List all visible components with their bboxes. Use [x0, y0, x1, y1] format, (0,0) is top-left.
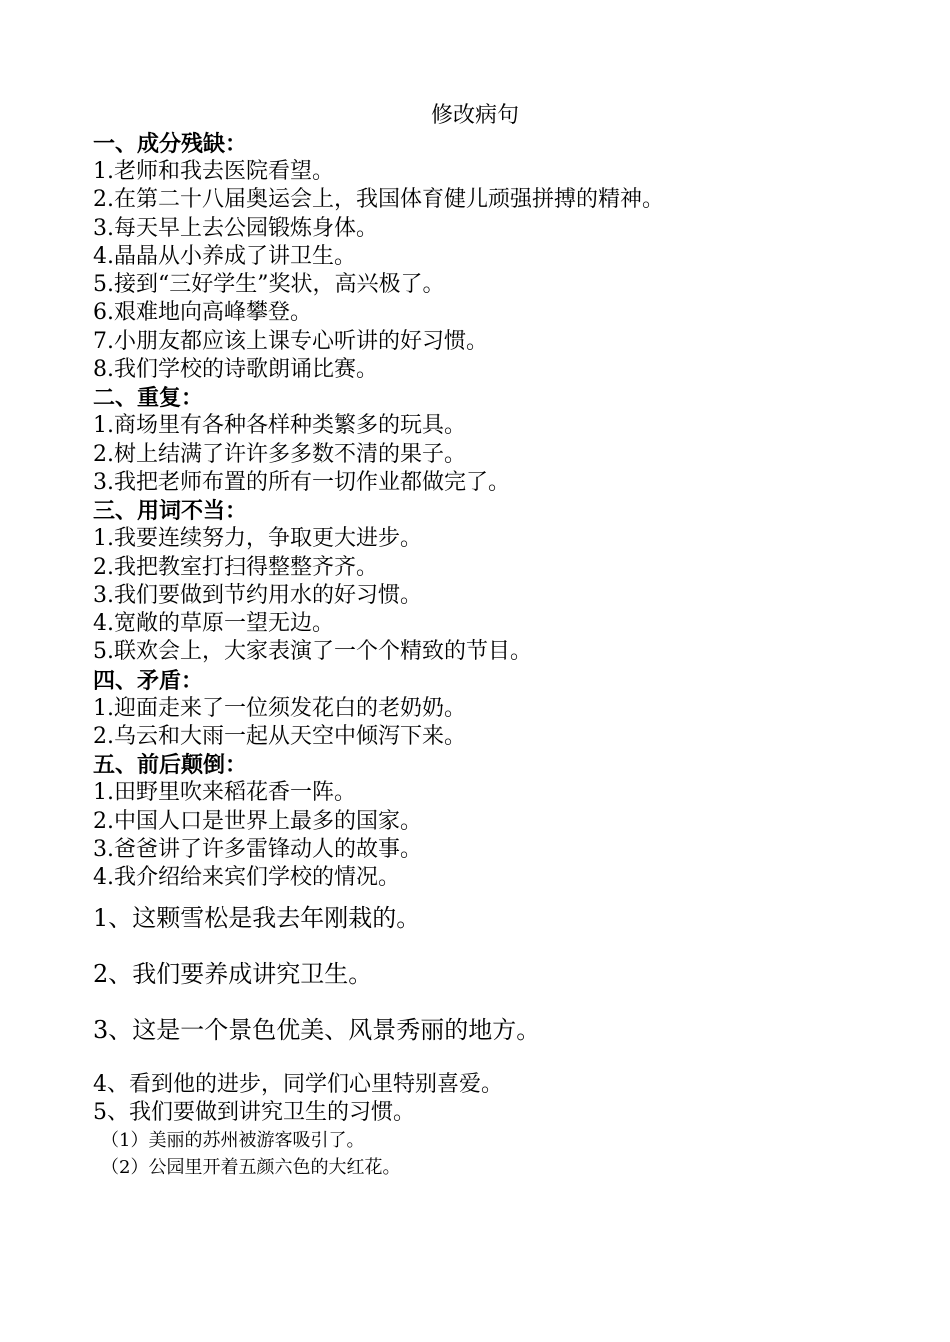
sentence-item: 4.我介绍给来宾们学校的情况。 — [93, 865, 400, 891]
sentence-item: 6.艰难地向高峰攀登。 — [93, 300, 312, 326]
sentence-item: 1.商场里有各种各样种类繁多的玩具。 — [93, 413, 466, 439]
extra-exercises — [93, 903, 913, 1128]
document-title: 修改病句 — [430, 103, 519, 128]
exercise-item: 1、这颗雪松是我去年刚栽的。 — [93, 903, 421, 932]
sentence-item: 4.宽敞的草原一望无边。 — [93, 611, 334, 637]
sentence-item: 1.田野里吹来稻花香一阵。 — [93, 780, 356, 806]
exercise-item: （2）公园里开着五颜六色的大红花。 — [101, 1157, 401, 1179]
sentence-item: 2.树上结满了许许多多数不清的果子。 — [93, 441, 466, 467]
exercise-item: 5、我们要做到讲究卫生的习惯。 — [93, 1099, 415, 1125]
sentence-item: 3.爸爸讲了许多雷锋动人的故事。 — [93, 836, 422, 862]
section-heading: 一、成分残缺： — [93, 131, 248, 157]
section-word-order — [93, 751, 913, 892]
sentence-item: 1.我要连续努力，争取更大进步。 — [93, 526, 422, 552]
section-heading: 三、用词不当： — [93, 498, 248, 525]
sentence-item: 2.我把教室打扫得整整齐齐。 — [93, 554, 378, 580]
section-contradiction — [93, 667, 913, 752]
section-heading: 四、矛盾： — [93, 667, 204, 694]
sentence-item: 3.每天早上去公园锻炼身体。 — [93, 215, 378, 241]
sentence-item: 1.迎面走来了一位须发花白的老奶奶。 — [93, 695, 466, 721]
document-body — [93, 130, 913, 1181]
sentence-item: 5.联欢会上，大家表演了一个个精致的节目。 — [93, 639, 532, 665]
sentence-item: 2.乌云和大雨一起从天空中倾泻下来。 — [93, 724, 466, 750]
sentence-item: 3.我们要做到节约用水的好习惯。 — [93, 582, 422, 608]
section-wrong-words — [93, 497, 913, 666]
sentence-item: 3.我把老师布置的所有一切作业都做完了。 — [93, 469, 510, 495]
section-heading: 二、重复： — [93, 385, 204, 412]
sentence-item: 8.我们学校的诗歌朗诵比赛。 — [93, 357, 378, 383]
sentence-item: 1.老师和我去医院看望。 — [93, 159, 334, 184]
sentence-item: 7.小朋友都应该上课专心听讲的好习惯。 — [93, 328, 488, 354]
sentence-item: 2.中国人口是世界上最多的国家。 — [93, 808, 422, 834]
sentence-item: 2.在第二十八届奥运会上，我国体育健儿顽强拼搏的精神。 — [93, 187, 664, 213]
exercise-item: 4、看到他的进步，同学们心里特别喜爱。 — [93, 1071, 503, 1097]
section-missing-components — [93, 130, 913, 384]
sentence-item: 5.接到“三好学生”奖状，高兴极了。 — [93, 272, 445, 298]
section-repetition — [93, 384, 913, 497]
exercise-item: 2、我们要养成讲究卫生。 — [93, 959, 373, 988]
section-heading: 五、前后颠倒： — [93, 752, 248, 779]
exercise-item: 3、这是一个景色优美、风景秀丽的地方。 — [93, 1015, 541, 1044]
small-exercises — [93, 1127, 913, 1181]
exercise-item: （1）美丽的苏州被游客吸引了。 — [101, 1130, 365, 1152]
sentence-item: 4.晶晶从小养成了讲卫生。 — [93, 243, 356, 269]
